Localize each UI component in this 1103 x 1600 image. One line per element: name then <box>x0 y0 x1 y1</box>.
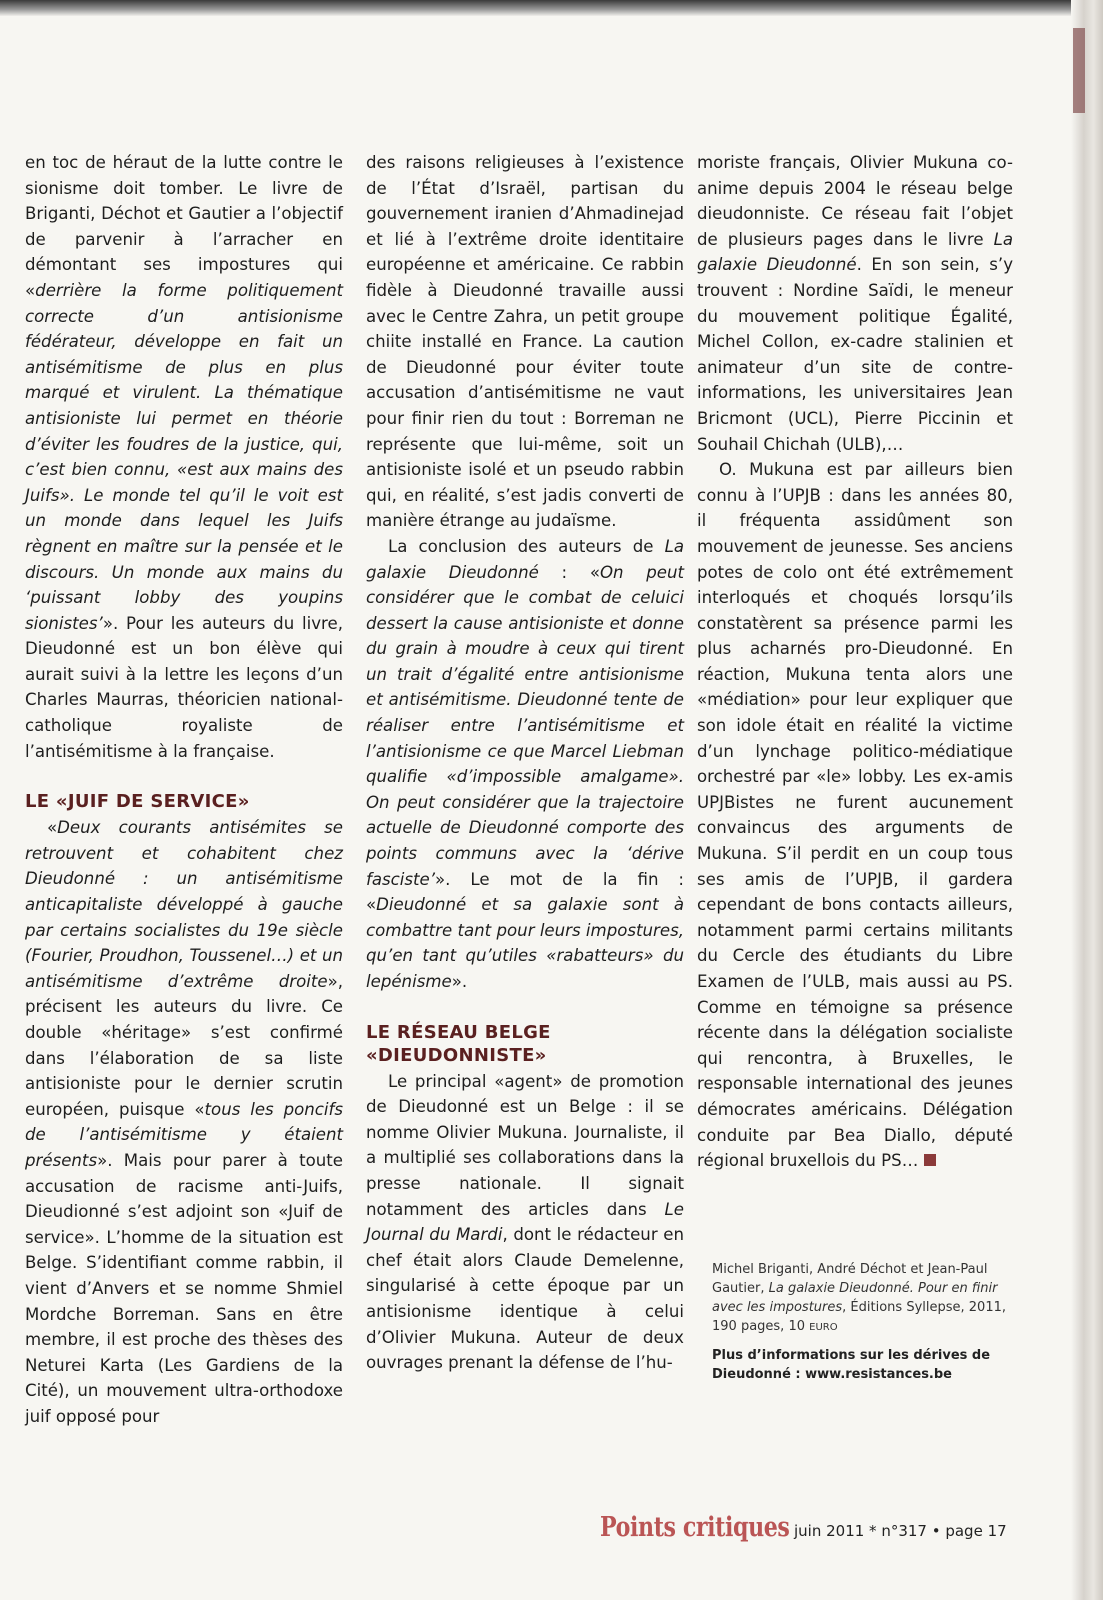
quote-text: tous les poncifs de l’antisémitisme y étaient présents <box>25 1099 343 1170</box>
article-paragraph <box>366 1069 684 1376</box>
quote-text: La galaxie Dieudonné <box>366 536 684 582</box>
magazine-name: Points critiques <box>600 1512 790 1543</box>
body-text: O. Mukuna est par ailleurs bien connu à l’UPJB : dans les années 80, il fréquenta assidûment son mouvement de jeunesse. Ses anciens potes de colo ont été extrêmement interloqués et choqués lorsqu’ils constatèrent sa présence parmi les plus acharnés pro-Dieudonné. En réaction, Mukuna tenta alors une «médiation» pour leur expliquer que son idole était en réalité la victime d’un lynchage politico-médiatique orchestré par «le» lobby. Les ex-amis UPJBistes ne furent aucunement convaincus des arguments de Mukuna. S’il perdit en un coup tous ses amis de l’UPJB, il gardera cependant de bons contacts ailleurs, notamment parmi certains militants du Cercle des étudiants du Libre Examen de l’ULB, mais aussi au PS. Comme en témoigne sa présence récente dans la délégation socialiste qui rencontra, à Bruxelles, le responsable international des jeunes démocrates américains. Délégation conduite par Bea Diallo, député régional bruxellois du PS… <box>697 460 1013 1171</box>
body-text: « <box>47 818 58 838</box>
body-text: ». Pour les auteurs du livre, Dieudonné est un bon élève qui aurait suivi à la lettre les leçons d’un Charles Maurras, théoricien national-catholique royaliste de l’antisémitisme à la française. <box>25 613 343 761</box>
end-of-article-mark <box>924 1154 936 1166</box>
page-tab-marker <box>1073 28 1085 113</box>
book-publisher: , Éditions Syllepse, 2011, 190 pages, 10 <box>712 1300 1006 1334</box>
article-paragraph <box>25 150 343 764</box>
book-credit <box>712 1260 1012 1337</box>
body-text: », précisent les auteurs du livre. Ce double «héritage» s’est confirmé dans l’élaboration de sa liste antisioniste pour le dernier scrutin européen, puisque « <box>25 971 343 1119</box>
more-info-note: Plus d’informations sur les dérives de Dieudonné : www.resistances.be <box>712 1348 991 1382</box>
scan-right-edge <box>1071 0 1103 1600</box>
article-paragraph <box>25 815 343 1429</box>
article-column-2 <box>366 150 684 1376</box>
quote-text: Dieudonné et sa galaxie sont à combattre tant pour leurs impostures, qu’en tant qu’utiles «rabatteurs» du lepénisme <box>366 895 684 991</box>
scan-top-edge <box>0 0 1103 16</box>
quote-text: La galaxie Dieudonné <box>697 229 1013 275</box>
section-heading: LE «JUIF DE SERVICE» <box>25 791 250 813</box>
article-column-1 <box>25 150 343 1430</box>
page-footer <box>600 1512 1030 1552</box>
article-paragraph <box>697 457 1013 1174</box>
quote-text: Deux courants antisémites se retrouvent et cohabitent chez Dieudonné : un antisémitisme anticapitaliste développé à gauche par certains socialistes du 19e siècle (Fourier, Proudhon, Toussenel…) et un antisémitisme d’extrême droite <box>25 818 343 991</box>
body-text: Le principal «agent» de promotion de Dieudonné est un Belge : il se nomme Olivier Mukuna. Journaliste, il a multiplié ses collaborations dans la presse nationale. Il signait notamment des articles dans <box>366 1071 684 1219</box>
body-text: moriste français, Olivier Mukuna co-anime depuis 2004 le réseau belge dieudonniste. Ce réseau fait l’objet de plusieurs pages dans le livre <box>697 153 1013 249</box>
article-paragraph <box>366 150 684 534</box>
body-text: : « <box>538 562 600 582</box>
body-text: , dont le rédacteur en chef était alors Claude Demelenne, singularisé à cette époque par un antisionisme identique à celui d’Olivier Mukuna. Auteur de deux ouvrages prenant la défense de l’hu- <box>366 1225 684 1373</box>
book-title: La galaxie Dieudonné. Pour en finir avec les impostures <box>712 1281 998 1315</box>
quote-text: Le Journal du Mardi <box>366 1199 684 1245</box>
book-authors: Michel Briganti, André Déchot et Jean-Paul Gautier, <box>712 1262 988 1296</box>
quote-text: On peut considérer que le combat de celuici dessert la cause antisioniste et donne du grain à moudre à ceux qui tirent un trait d’égalité entre antisionisme et antisémitisme. Dieudonné tente de réaliser entre l’antisémitisme et l’antisionisme ce que Marcel Liebman qualifie «d’impossible amalgame». On peut considérer que la trajectoire actuelle de Dieudonné comporte des points communs avec la ‘dérive fasciste’ <box>366 562 685 889</box>
body-text: ». <box>451 972 468 991</box>
article-paragraph <box>697 150 1013 457</box>
section-heading: LE RÉSEAU BELGE «DIEUDONNISTE» <box>366 1021 551 1066</box>
body-text: en toc de héraut de la lutte contre le sionisme doit tomber. Le livre de Briganti, Déchot et Gautier a l’objectif de parvenir à l’arracher en démontant ses impostures qui « <box>25 153 343 300</box>
body-text: . En son sein, s’y trouvent : Nordine Saïdi, le meneur du mouvement politique Égalité, Michel Collon, ex-cadre stalinien et animateur d’un site de contre-informations, les universitaires Jean Bricmont (UCL), Pierre Piccinin et Souhail Chichah (ULB),… <box>697 255 1014 454</box>
quote-text: derrière la forme politiquement correcte d’un antisionisme fédérateur, développe en fait un antisémitisme de plus en plus marqué et virulent. La thématique antisioniste lui permet en théorie d’éviter les foudres de la justice, qui, c’est bien connu, «est aux mains des Juifs». Le monde tel qu’il le voit est un monde dans lequel les Juifs règnent en maître sur la pensée et le discours. Un monde aux mains du ‘puissant lobby des youpins sionistes’ <box>25 280 343 633</box>
body-text: ». Mais pour parer à toute accusation de racisme anti-Juifs, Dieudionné s’est adjoint son «Juif de service». L’homme de la situation est Belge. S’identifiant comme rabbin, il vient d’Anvers et se nomme Shmiel Mordche Borreman. Sans en être membre, il est proche des thèses des Neturei Karta (Les Gardiens de la Cité), un mouvement ultra-orthodoxe juif opposé pour <box>25 1150 343 1426</box>
article-column-3 <box>697 150 1013 1174</box>
body-text: ». Le mot de la fin : « <box>366 869 684 915</box>
book-currency: EURO <box>809 1322 838 1333</box>
body-text: La conclusion des auteurs de <box>388 536 665 556</box>
article-paragraph <box>366 534 684 995</box>
issue-info: juin 2011 * n°317 • page 17 <box>794 1522 1007 1540</box>
body-text: des raisons religieuses à l’existence de l’État d’Israël, partisan du gouvernement iranien d’Ahmadinejad et lié à l’extrême droite identitaire européenne et américaine. Ce rabbin fidèle à Dieudonné travaille aussi avec le Centre Zahra, un petit groupe chiite installé en France. La caution de Dieudonné pour éviter toute accusation d’antisémitisme ne vaut pour finir rien du tout : Borreman ne représente que lui-même, soit un antisioniste isolé et un pseudo rabbin qui, en réalité, s’est jadis converti de manière étrange au judaïsme. <box>366 153 684 531</box>
